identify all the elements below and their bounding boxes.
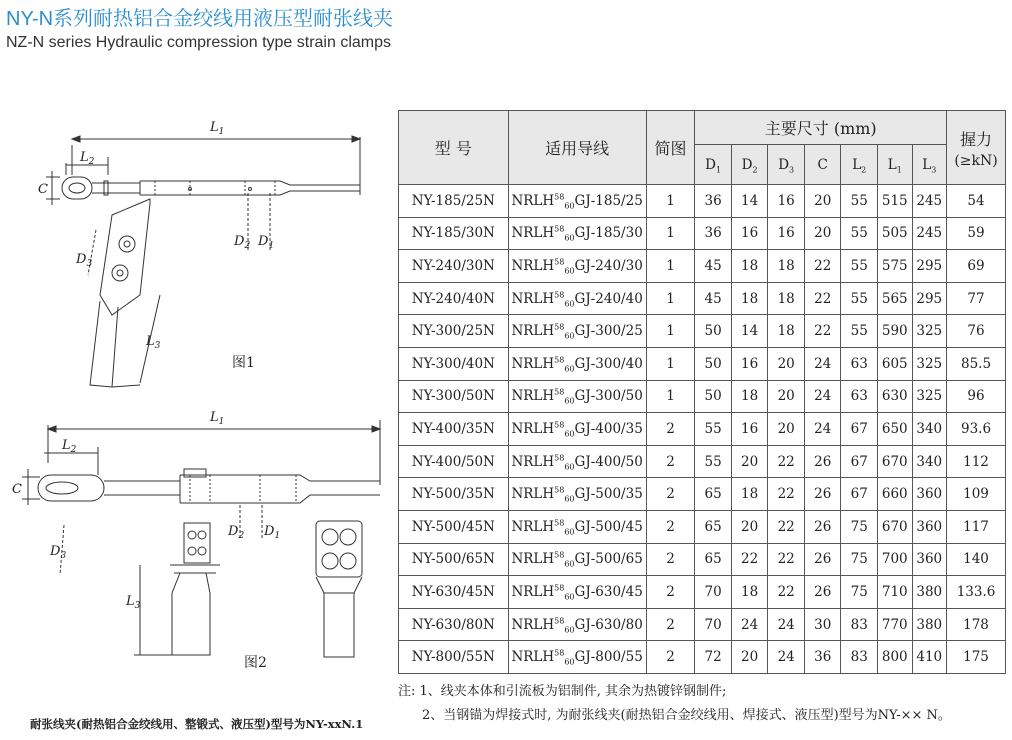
cell-d2: 18 xyxy=(731,576,768,609)
cell-l1: 515 xyxy=(878,185,913,218)
cell-conductor: $NRLH^{58}_{60}GJ-500/65$ xyxy=(508,543,646,576)
fig2-l2-label: $L_2$ xyxy=(62,438,77,455)
cell-fig: 2 xyxy=(646,576,695,609)
cell-d3: 20 xyxy=(768,413,805,446)
drawing-caption: 耐张线夹(耐热铝合金绞线用、整锻式、液压型)型号为NY-xxN.1 xyxy=(30,717,364,731)
cell-grip: 140 xyxy=(947,543,1006,576)
fig1-d2-label: $D_2$ xyxy=(234,234,251,251)
cell-d3: 18 xyxy=(768,250,805,283)
table-row xyxy=(399,217,1006,250)
cell-l3: 325 xyxy=(912,315,947,348)
cell-grip: 112 xyxy=(947,445,1006,478)
cell-c: 26 xyxy=(804,510,841,543)
cell-grip: 93.6 xyxy=(947,413,1006,446)
cell-c: 24 xyxy=(804,380,841,413)
header-d3: $D_3$ xyxy=(768,145,805,185)
cell-grip: 175 xyxy=(947,641,1006,674)
cell-l1: 710 xyxy=(878,576,913,609)
cell-d2: 18 xyxy=(731,478,768,511)
header-main-dims: 主要尺寸 (mm) xyxy=(695,111,947,145)
fig1-l1-label: $L_1$ xyxy=(210,120,225,137)
cell-d1: 65 xyxy=(695,478,732,511)
cell-d1: 36 xyxy=(695,185,732,218)
cell-fig: 2 xyxy=(646,641,695,674)
cell-conductor: $NRLH^{58}_{60}GJ-300/50$ xyxy=(508,380,646,413)
cell-d2: 18 xyxy=(731,282,768,315)
cell-d3: 24 xyxy=(768,608,805,641)
cell-model: NY-630/45N xyxy=(399,576,509,609)
cell-c: 20 xyxy=(804,185,841,218)
page-title: NY-N系列耐热铝合金绞线用液压型耐张线夹 xyxy=(6,8,394,30)
cell-d2: 18 xyxy=(731,250,768,283)
cell-d2: 20 xyxy=(731,510,768,543)
table-row xyxy=(399,347,1006,380)
cell-d1: 65 xyxy=(695,543,732,576)
fig2-d2-label: $D_2$ xyxy=(228,524,245,541)
cell-d1: 70 xyxy=(695,576,732,609)
cell-l1: 700 xyxy=(878,543,913,576)
table-row xyxy=(399,576,1006,609)
cell-l3: 410 xyxy=(912,641,947,674)
cell-d2: 20 xyxy=(731,445,768,478)
cell-fig: 1 xyxy=(646,217,695,250)
cell-l3: 245 xyxy=(912,185,947,218)
cell-d3: 22 xyxy=(768,576,805,609)
cell-l2: 55 xyxy=(841,282,878,315)
cell-l1: 590 xyxy=(878,315,913,348)
cell-l1: 770 xyxy=(878,608,913,641)
cell-model: NY-630/80N xyxy=(399,608,509,641)
cell-l3: 245 xyxy=(912,217,947,250)
cell-model: NY-400/35N xyxy=(399,413,509,446)
cell-model: NY-300/40N xyxy=(399,347,509,380)
cell-fig: 1 xyxy=(646,347,695,380)
cell-c: 26 xyxy=(804,543,841,576)
cell-fig: 2 xyxy=(646,413,695,446)
cell-c: 36 xyxy=(804,641,841,674)
header-l3: $L_3$ xyxy=(912,145,947,185)
cell-model: NY-300/50N xyxy=(399,380,509,413)
cell-fig: 1 xyxy=(646,250,695,283)
cell-model: NY-185/30N xyxy=(399,217,509,250)
cell-l3: 360 xyxy=(912,510,947,543)
cell-l3: 340 xyxy=(912,413,947,446)
header-l2: $L_2$ xyxy=(841,145,878,185)
cell-c: 22 xyxy=(804,250,841,283)
cell-l2: 83 xyxy=(841,608,878,641)
cell-conductor: $NRLH^{58}_{60}GJ-800/55$ xyxy=(508,641,646,674)
cell-model: NY-240/40N xyxy=(399,282,509,315)
cell-fig: 2 xyxy=(646,608,695,641)
cell-d1: 50 xyxy=(695,380,732,413)
fig1-c-label: C xyxy=(38,182,48,197)
cell-d3: 16 xyxy=(768,185,805,218)
cell-d1: 55 xyxy=(695,445,732,478)
cell-c: 22 xyxy=(804,315,841,348)
figure-1-label: 图1 xyxy=(232,355,255,371)
cell-l2: 67 xyxy=(841,445,878,478)
cell-fig: 1 xyxy=(646,282,695,315)
cell-l3: 340 xyxy=(912,445,947,478)
cell-grip: 76 xyxy=(947,315,1006,348)
cell-l3: 380 xyxy=(912,576,947,609)
cell-fig: 1 xyxy=(646,185,695,218)
cell-l3: 295 xyxy=(912,250,947,283)
note-1: 注: 1、线夹本体和引流板为铝制件, 其余为热镀锌钢制件; xyxy=(398,684,727,699)
cell-fig: 1 xyxy=(646,315,695,348)
note-2: 2、当钢锚为焊接式时, 为耐张线夹(耐热铝合金绞线用、焊接式、液压型)型号为NY-×× N。 xyxy=(422,708,951,723)
cell-l1: 800 xyxy=(878,641,913,674)
cell-conductor: $NRLH^{58}_{60}GJ-240/40$ xyxy=(508,282,646,315)
cell-grip: 54 xyxy=(947,185,1006,218)
cell-d2: 22 xyxy=(731,543,768,576)
cell-l2: 55 xyxy=(841,315,878,348)
fig2-c-label: C xyxy=(12,482,22,497)
cell-grip: 69 xyxy=(947,250,1006,283)
header-conductor: 适用导线 xyxy=(508,111,646,185)
spec-table xyxy=(398,110,1006,674)
cell-l1: 565 xyxy=(878,282,913,315)
table-row xyxy=(399,478,1006,511)
cell-model: NY-500/35N xyxy=(399,478,509,511)
cell-d3: 22 xyxy=(768,478,805,511)
fig1-l2-label: $L_2$ xyxy=(80,150,95,167)
cell-model: NY-240/30N xyxy=(399,250,509,283)
cell-conductor: $NRLH^{58}_{60}GJ-400/50$ xyxy=(508,445,646,478)
cell-conductor: $NRLH^{58}_{60}GJ-300/25$ xyxy=(508,315,646,348)
cell-grip: 133.6 xyxy=(947,576,1006,609)
cell-grip: 109 xyxy=(947,478,1006,511)
cell-d2: 16 xyxy=(731,217,768,250)
cell-d3: 18 xyxy=(768,282,805,315)
cell-conductor: $NRLH^{58}_{60}GJ-240/30$ xyxy=(508,250,646,283)
cell-d2: 14 xyxy=(731,185,768,218)
page-subtitle: NZ-N series Hydraulic compression type strain clamps xyxy=(6,34,391,51)
table-row xyxy=(399,380,1006,413)
header-grip: 握力 (≥kN) xyxy=(947,111,1006,185)
cell-d1: 50 xyxy=(695,347,732,380)
cell-l2: 67 xyxy=(841,478,878,511)
table-row xyxy=(399,641,1006,674)
cell-c: 20 xyxy=(804,217,841,250)
fig2-d1-label: $D_1$ xyxy=(264,524,281,541)
cell-fig: 2 xyxy=(646,478,695,511)
table-row xyxy=(399,250,1006,283)
header-model: 型 号 xyxy=(399,111,509,185)
cell-c: 24 xyxy=(804,413,841,446)
cell-model: NY-185/25N xyxy=(399,185,509,218)
cell-l3: 360 xyxy=(912,478,947,511)
cell-grip: 117 xyxy=(947,510,1006,543)
header-d2: $D_2$ xyxy=(731,145,768,185)
cell-l2: 55 xyxy=(841,185,878,218)
cell-c: 22 xyxy=(804,282,841,315)
cell-c: 26 xyxy=(804,478,841,511)
cell-fig: 2 xyxy=(646,543,695,576)
header-figure: 简图 xyxy=(646,111,695,185)
cell-d1: 45 xyxy=(695,282,732,315)
cell-model: NY-500/65N xyxy=(399,543,509,576)
cell-conductor: $NRLH^{58}_{60}GJ-400/35$ xyxy=(508,413,646,446)
figure-2-drawing xyxy=(22,420,380,657)
cell-l2: 55 xyxy=(841,217,878,250)
cell-d1: 55 xyxy=(695,413,732,446)
cell-conductor: $NRLH^{58}_{60}GJ-630/45$ xyxy=(508,576,646,609)
cell-d3: 16 xyxy=(768,217,805,250)
header-c: C xyxy=(804,145,841,185)
cell-conductor: $NRLH^{58}_{60}GJ-300/40$ xyxy=(508,347,646,380)
cell-d3: 18 xyxy=(768,315,805,348)
cell-fig: 1 xyxy=(646,380,695,413)
spec-table-body xyxy=(399,185,1006,674)
cell-l2: 63 xyxy=(841,347,878,380)
cell-d1: 72 xyxy=(695,641,732,674)
header-l1: $L_1$ xyxy=(878,145,913,185)
table-row xyxy=(399,445,1006,478)
table-row xyxy=(399,608,1006,641)
cell-grip: 59 xyxy=(947,217,1006,250)
cell-d1: 65 xyxy=(695,510,732,543)
cell-l1: 660 xyxy=(878,478,913,511)
cell-d1: 45 xyxy=(695,250,732,283)
cell-d2: 14 xyxy=(731,315,768,348)
cell-l2: 75 xyxy=(841,510,878,543)
table-row xyxy=(399,185,1006,218)
cell-l3: 325 xyxy=(912,347,947,380)
cell-d3: 24 xyxy=(768,641,805,674)
cell-l3: 295 xyxy=(912,282,947,315)
fig2-l1-label: $L_1$ xyxy=(210,410,225,427)
cell-grip: 77 xyxy=(947,282,1006,315)
cell-d1: 70 xyxy=(695,608,732,641)
cell-model: NY-300/25N xyxy=(399,315,509,348)
cell-l1: 650 xyxy=(878,413,913,446)
fig1-d1-label: $D_1$ xyxy=(258,234,275,251)
fig2-d3-label: $D_3$ xyxy=(50,544,67,561)
cell-d1: 36 xyxy=(695,217,732,250)
cell-d2: 18 xyxy=(731,380,768,413)
cell-l2: 75 xyxy=(841,576,878,609)
table-row xyxy=(399,510,1006,543)
cell-d2: 16 xyxy=(731,347,768,380)
cell-conductor: $NRLH^{58}_{60}GJ-185/30$ xyxy=(508,217,646,250)
cell-model: NY-800/55N xyxy=(399,641,509,674)
cell-fig: 2 xyxy=(646,510,695,543)
cell-d2: 24 xyxy=(731,608,768,641)
cell-l1: 670 xyxy=(878,445,913,478)
fig2-l3-label: $L_3$ xyxy=(126,594,141,611)
table-row xyxy=(399,543,1006,576)
cell-grip: 96 xyxy=(947,380,1006,413)
cell-d3: 22 xyxy=(768,445,805,478)
cell-l3: 380 xyxy=(912,608,947,641)
cell-grip: 178 xyxy=(947,608,1006,641)
cell-d3: 20 xyxy=(768,347,805,380)
cell-d2: 16 xyxy=(731,413,768,446)
cell-l1: 505 xyxy=(878,217,913,250)
cell-l2: 75 xyxy=(841,543,878,576)
table-row xyxy=(399,315,1006,348)
table-row xyxy=(399,282,1006,315)
cell-l3: 360 xyxy=(912,543,947,576)
cell-c: 26 xyxy=(804,576,841,609)
cell-l1: 575 xyxy=(878,250,913,283)
cell-conductor: $NRLH^{58}_{60}GJ-185/25$ xyxy=(508,185,646,218)
cell-l3: 325 xyxy=(912,380,947,413)
cell-c: 26 xyxy=(804,445,841,478)
fig1-l3-label: $L_3$ xyxy=(146,334,161,351)
cell-fig: 2 xyxy=(646,445,695,478)
cell-c: 30 xyxy=(804,608,841,641)
cell-l1: 605 xyxy=(878,347,913,380)
cell-model: NY-400/50N xyxy=(399,445,509,478)
cell-d3: 20 xyxy=(768,380,805,413)
cell-conductor: $NRLH^{58}_{60}GJ-630/80$ xyxy=(508,608,646,641)
cell-l2: 55 xyxy=(841,250,878,283)
cell-c: 24 xyxy=(804,347,841,380)
cell-d3: 22 xyxy=(768,543,805,576)
figure-2-label: 图2 xyxy=(244,655,267,671)
cell-grip: 85.5 xyxy=(947,347,1006,380)
cell-l2: 63 xyxy=(841,380,878,413)
cell-l1: 630 xyxy=(878,380,913,413)
clamp-drawings xyxy=(0,95,396,695)
notes xyxy=(398,680,951,728)
cell-d3: 22 xyxy=(768,510,805,543)
cell-conductor: $NRLH^{58}_{60}GJ-500/45$ xyxy=(508,510,646,543)
cell-conductor: $NRLH^{58}_{60}GJ-500/35$ xyxy=(508,478,646,511)
cell-model: NY-500/45N xyxy=(399,510,509,543)
cell-l2: 83 xyxy=(841,641,878,674)
table-row xyxy=(399,413,1006,446)
figure-1-drawing xyxy=(46,136,360,387)
cell-l1: 670 xyxy=(878,510,913,543)
cell-d1: 50 xyxy=(695,315,732,348)
cell-d2: 20 xyxy=(731,641,768,674)
fig1-d3-label: $D_3$ xyxy=(76,252,93,269)
cell-l2: 67 xyxy=(841,413,878,446)
header-d1: $D_1$ xyxy=(695,145,732,185)
